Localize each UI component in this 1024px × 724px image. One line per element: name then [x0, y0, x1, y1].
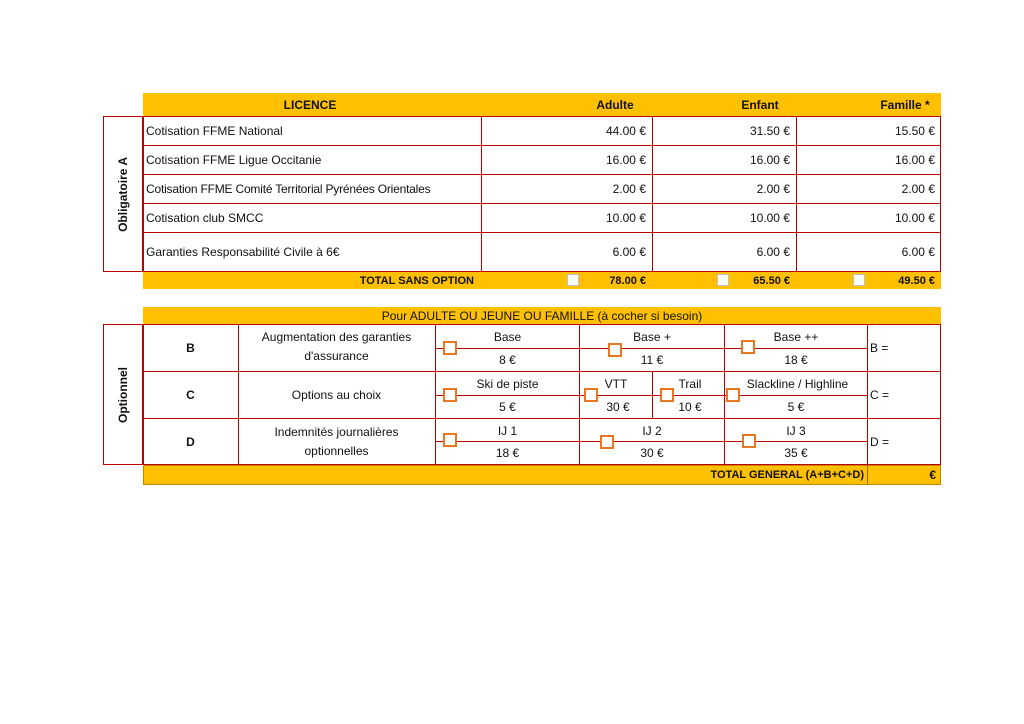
header-licence: LICENCE — [283, 97, 337, 112]
row-enfant: 10.00 € — [749, 211, 790, 225]
row-b-label-line1: Augmentation des garanties — [261, 330, 412, 344]
option-name: Slackline / Highline — [746, 377, 849, 391]
side-label-optionnel — [103, 324, 143, 465]
option-name: IJ 3 — [786, 424, 806, 438]
option-price: 30 € — [606, 400, 630, 414]
option-price: 35 € — [784, 446, 808, 460]
row-label: Cotisation FFME Comité Territorial Pyrénées Orientales — [146, 182, 431, 196]
row-code-d: D — [186, 434, 195, 449]
option-base-checkbox[interactable] — [443, 341, 457, 355]
row-c-label: Options au choix — [291, 387, 382, 402]
result-c: C = — [870, 387, 890, 402]
row-label: Cotisation FFME Ligue Occitanie — [146, 153, 322, 167]
row-famille: 16.00 € — [894, 153, 935, 167]
row-adulte: 2.00 € — [612, 182, 646, 196]
option-ski-checkbox[interactable] — [443, 388, 457, 402]
option-name: Base ++ — [773, 330, 819, 344]
row-famille: 15.50 € — [894, 124, 935, 138]
option-price: 30 € — [640, 446, 664, 460]
row-adulte: 16.00 € — [605, 153, 646, 167]
header-enfant: Enfant — [741, 97, 779, 112]
row-adulte: 6.00 € — [612, 245, 646, 259]
header-famille: Famille * — [880, 97, 930, 112]
row-adulte: 44.00 € — [605, 124, 646, 138]
option-price: 8 € — [499, 353, 516, 367]
option-price: 5 € — [499, 400, 516, 414]
option-price: 11 € — [640, 353, 664, 367]
row-enfant: 6.00 € — [756, 245, 790, 259]
option-name: IJ 2 — [642, 424, 662, 438]
result-d: D = — [870, 434, 890, 449]
total-famille-checkbox[interactable] — [853, 274, 865, 286]
option-ij1-checkbox[interactable] — [443, 433, 457, 447]
option-name: VTT — [604, 377, 628, 391]
total-enfant-checkbox[interactable] — [717, 274, 729, 286]
row-enfant: 16.00 € — [749, 153, 790, 167]
option-base-plus-checkbox[interactable] — [608, 343, 622, 357]
side-label-obligatoire — [103, 116, 143, 272]
row-enfant: 2.00 € — [756, 182, 790, 196]
row-code-b: B — [186, 340, 195, 355]
option-price: 18 € — [784, 353, 808, 367]
row-b-label-line2: d'assurance — [304, 349, 369, 363]
option-name: Ski de piste — [476, 377, 539, 391]
total-adulte-checkbox[interactable] — [567, 274, 579, 286]
row-code-c: C — [186, 387, 195, 402]
row-famille: 2.00 € — [901, 182, 935, 196]
total-adulte: 78.00 € — [609, 274, 646, 287]
header-adulte: Adulte — [596, 97, 634, 112]
row-adulte: 10.00 € — [605, 211, 646, 225]
option-name: Trail — [678, 377, 702, 391]
options-header: Pour ADULTE OU JEUNE OU FAMILLE (à cocher si besoin) — [143, 307, 941, 324]
option-base-plusplus-checkbox[interactable] — [741, 340, 755, 354]
option-price: 18 € — [495, 446, 520, 460]
row-d-label-line1: Indemnités journalières — [274, 425, 399, 439]
option-trail-checkbox[interactable] — [660, 388, 674, 402]
option-price: 5 € — [787, 400, 805, 414]
row-famille: 6.00 € — [901, 245, 935, 259]
row-d-label-line2: optionnelles — [304, 444, 369, 458]
option-price: 10 € — [678, 400, 702, 414]
total-famille: 49.50 € — [898, 274, 935, 287]
row-enfant: 31.50 € — [749, 124, 790, 138]
total-general-value: € — [929, 468, 936, 482]
option-name: IJ 1 — [497, 424, 518, 438]
total-enfant: 65.50 € — [753, 274, 790, 287]
total-label: TOTAL SANS OPTION — [359, 274, 474, 287]
row-famille: 10.00 € — [894, 211, 935, 225]
option-slackline-checkbox[interactable] — [726, 388, 740, 402]
option-name: Base — [493, 330, 522, 344]
row-label: Cotisation club SMCC — [146, 211, 264, 225]
option-ij3-checkbox[interactable] — [742, 434, 756, 448]
option-ij2-checkbox[interactable] — [600, 435, 614, 449]
option-name: Base + — [633, 330, 671, 344]
option-vtt-checkbox[interactable] — [584, 388, 598, 402]
row-label: Garanties Responsabilité Civile à 6€ — [146, 245, 340, 259]
total-general-label: TOTAL GENERAL (A+B+C+D) — [710, 469, 864, 481]
side-label-optionnel-text: Optionnel — [116, 366, 130, 423]
side-label-obligatoire-text: Obligatoire A — [116, 156, 130, 232]
result-b: B = — [870, 340, 889, 355]
row-label: Cotisation FFME National — [146, 124, 283, 138]
